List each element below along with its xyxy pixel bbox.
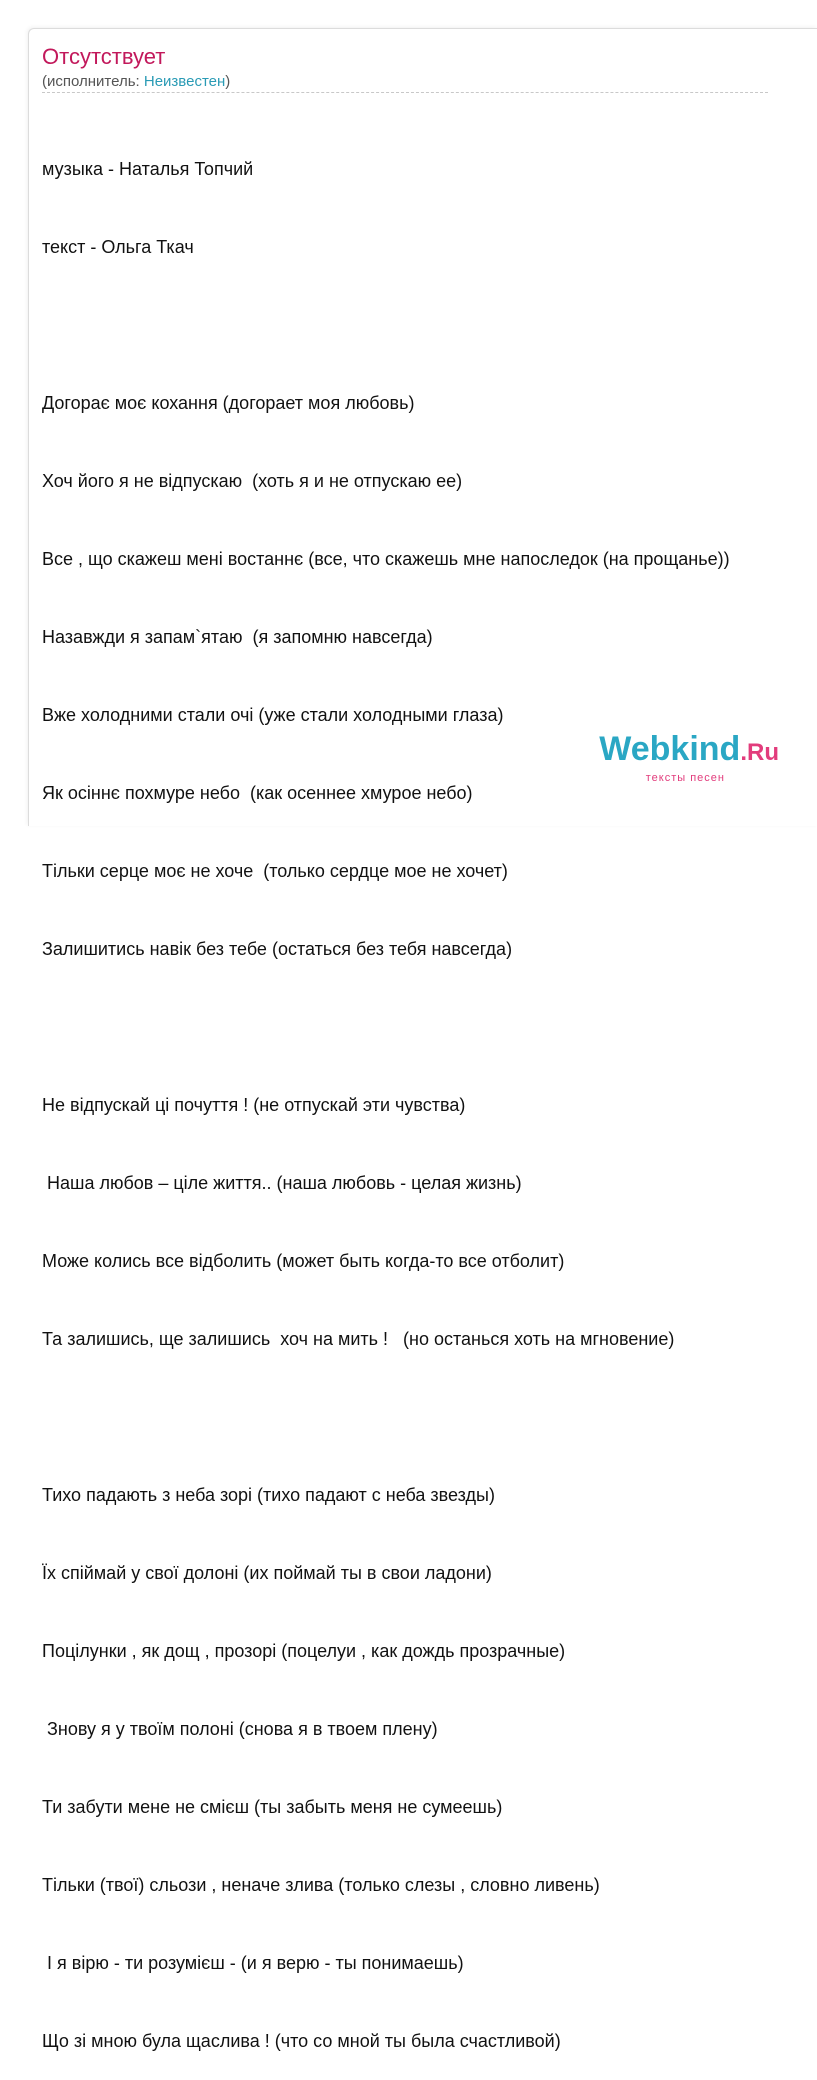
lyrics-block xyxy=(42,104,811,2080)
lyrics-line: Назавжди я запам`ятаю (я запомню навсегда) xyxy=(42,627,433,647)
lyrics-line: Тільки (твої) сльози , неначе злива (только слезы , словно ливень) xyxy=(42,1875,600,1895)
lyrics-line xyxy=(42,1404,811,1430)
performer-link[interactable]: Неизвестен xyxy=(143,73,226,90)
lyrics-line: текст - Ольга Ткач xyxy=(42,237,194,257)
lyrics-line: Залишитись навік без тебе (остаться без тебя навсегда) xyxy=(42,939,513,959)
lyrics-line: Не відпускай ці почуття ! (не отпускай эти чувства) xyxy=(42,1095,466,1115)
lyrics-line: Може колись все відболить (может быть когда-то все отболит) xyxy=(42,1251,565,1271)
lyrics-line: Хоч його я не відпускаю (хоть я и не отпускаю ее) xyxy=(42,471,463,491)
lyrics-line: І я вірю - ти розумієш - (и я верю - ты понимаешь) xyxy=(42,1953,464,1973)
lyrics-line: музыка - Наталья Топчий xyxy=(42,159,254,179)
logo-main: Webkind xyxy=(599,730,741,768)
lyrics-line: Знову я у твоїм полоні (снова я в твоем плену) xyxy=(42,1719,438,1739)
logo-tagline: тексты песен xyxy=(645,772,725,784)
lyrics-line: Поцілунки , як дощ , прозорі (поцелуи , как дождь прозрачные) xyxy=(42,1641,566,1661)
lyrics-line xyxy=(42,1014,811,1040)
dashed-divider xyxy=(42,92,768,93)
site-watermark xyxy=(593,730,783,782)
logo-tld: .Ru xyxy=(740,739,779,766)
lyrics-line: Ти забути мене не смієш (ты забыть меня не сумеешь) xyxy=(42,1797,503,1817)
lyrics-line: Тихо падають з неба зорі (тихо падают с неба звезды) xyxy=(42,1485,495,1505)
lyrics-line: Все , що скажеш мені востаннє (все, что скажешь мне напоследок (на прощанье)) xyxy=(42,549,730,569)
lyrics-line: Їх спіймай у свої долоні (их поймай ты в свои ладони) xyxy=(42,1563,492,1583)
performer-suffix: ) xyxy=(225,73,231,90)
lyrics-line: Як осіннє похмуре небо (как осеннее хмурое небо) xyxy=(42,783,473,803)
lyrics-line: Тільки серце моє не хоче (только сердце мое не хочет) xyxy=(42,861,508,881)
site-logo xyxy=(599,730,779,772)
song-title: Отсутствует xyxy=(42,44,166,69)
lyrics-line: Та залишись, ще залишись хоч на мить ! (но останься хоть на мгновение) xyxy=(42,1329,675,1349)
lyrics-line: Догорає моє кохання (догорает моя любовь) xyxy=(42,393,415,413)
lyrics-line: Вже холодними стали очі (уже стали холодными глаза) xyxy=(42,705,504,725)
lyrics-line: Наша любов – ціле життя.. (наша любовь - целая жизнь) xyxy=(42,1173,522,1193)
lyrics-line xyxy=(42,312,811,338)
performer-prefix: (исполнитель: xyxy=(42,73,144,90)
performer-line xyxy=(42,72,230,92)
lyrics-line: Що зі мною була щаслива ! (что со мной ты была счастливой) xyxy=(42,2031,561,2051)
